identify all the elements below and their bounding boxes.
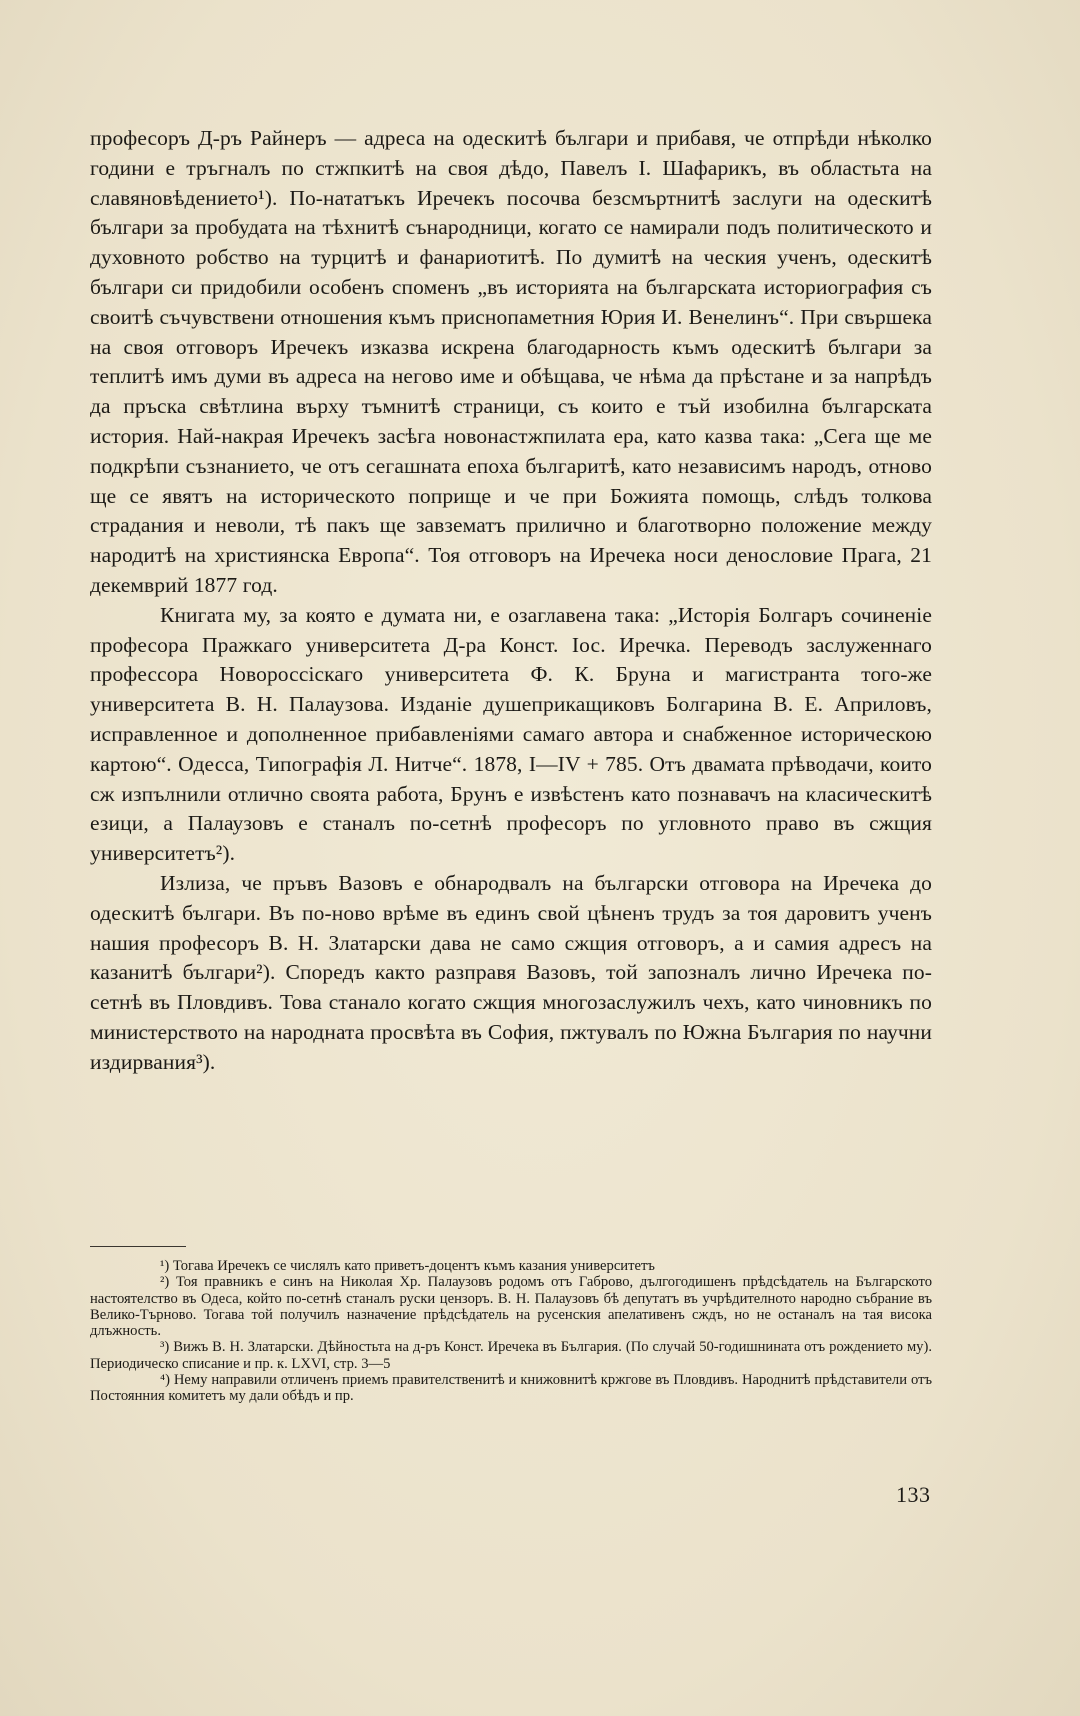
footnote-1: ¹) Тогава Иречекъ се числялъ като приветъ-доцентъ къмъ казания университетъ bbox=[160, 1258, 655, 1274]
footnote-2: ²) Тоя правникъ е синъ на Николая Хр. Палаузовъ родомъ отъ Габрово, дългогодишенъ прѣдсѣдатель на Българското настоятелство въ Одеса, който по-сетнѣ станалъ руски цензоръ. В. Н. Палаузовъ бѣ депутатъ въ учрѣдителното народно събрание въ Велико-Търново. Тогава той получилъ назначение прѣдсѣдатель на русенския апелативенъ сждъ, но не останалъ на тая висока длъжность. bbox=[90, 1274, 932, 1340]
paragraph-1: професоръ Д-ръ Райнеръ — адреса на одескитѣ българи и прибавя, че отпрѣди нѣколко години е тръгналъ по стжпкитѣ на своя дѣдо, Павелъ I. Шафарикъ, въ областьта на славяновѣдението¹). По-нататъкъ Иречекъ посочва безсмъртнитѣ заслуги на одескитѣ българи за пробудата на тѣхнитѣ сънародници, когато се намирали подъ политическото и духовното робство на турцитѣ и фанариотитѣ. По думитѣ на ческия ученъ, одескитѣ българи си придобили особенъ споменъ „въ историята на българската историография съ своитѣ съчувствени отношения къмъ приснопаметния Юрия И. Венелинъ“. При свършека на своя отговоръ Иречекъ изказва искрена благодарность къмъ одескитѣ българи за теплитѣ имъ думи въ адреса на негово име и обѣщава, че нѣма да прѣстане и за напрѣдъ да пръска свѣтлина върху тъмнитѣ страници, съ които е тъй изобилна българската история. Най-накрая Иречекъ засѣга новонастжпилата ера, като казва така: „Сега ще ме подкрѣпи съзнанието, че отъ сегашната епоха българитѣ, като независимъ народъ, отново ще се явятъ на историческото поприще и че при Божията помощь, слѣдъ толкова страдания и неволи, тѣ пакъ ще завзематъ прилично и благотворно положение между народитѣ на християнска Европа“. Тоя отговоръ на Иречека носи денословие Прага, 21 декемврий 1877 год. bbox=[90, 126, 932, 597]
paragraph-3: Излиза, че пръвъ Вазовъ е обнародвалъ на български отговора на Иречека до одескитѣ българи. Въ по-ново врѣме въ единъ свой цѣненъ трудъ за тоя даровитъ ученъ нашия професоръ В. Н. Златарски дава не само сжщия отговоръ, а и самия адресъ на казанитѣ българи²). Споредъ както разправя Вазовъ, той запозналъ лично Иречека по-сетнѣ въ Пловдивъ. Това станало когато сжщия многозаслужилъ чехъ, като чиновникъ по министерството на народната просвѣта въ София, пжтувалъ по Южна България по научни издирвания³). bbox=[90, 870, 932, 1074]
paragraph-2: Книгата му, за която е думата ни, е озаглавена така: „Исторія Болгаръ сочиненіе професора Пражкаго университета Д-ра Конст. Іос. Иречка. Переводъ заслуженнаго профессора Новороссіскаго университета Ф. К. Бруна и магистранта того-же университета В. Н. Палаузова. Изданіе душеприкащиковъ Болгарина В. Е. Априловъ, исправленное и дополненное прибавленіями самаго автора и снабженное историческою картою“. Одесса, Типографія Л. Нитче“. 1878, I—IV + 785. Отъ двамата прѣводачи, които сж изпълнили отлично своята работа, Брунъ е извѣстенъ като познавачъ на класическитѣ езици, а Палаузовъ е станалъ по-сетнѣ професоръ по угловното право въ сжщия университетъ²). bbox=[90, 602, 932, 866]
page-number: 133 bbox=[896, 1482, 931, 1507]
body-text bbox=[90, 124, 932, 1078]
footnote-4: ⁴) Нему направили отличенъ приемъ правителственитѣ и книжовнитѣ кржгове въ Пловдивъ. Народнитѣ прѣдставители отъ Постоянния комитетъ му дали обѣдъ и пр. bbox=[90, 1372, 932, 1405]
footnote-3: ³) Вижъ В. Н. Златарски. Дѣйностьта на д-ръ Конст. Иречека въ България. (По случай 50-годишнината отъ рождението му). Периодическо списание и пр. к. LXVI, стр. 3—5 bbox=[90, 1339, 932, 1372]
footnotes bbox=[90, 1258, 932, 1405]
footnote-divider bbox=[90, 1246, 186, 1247]
